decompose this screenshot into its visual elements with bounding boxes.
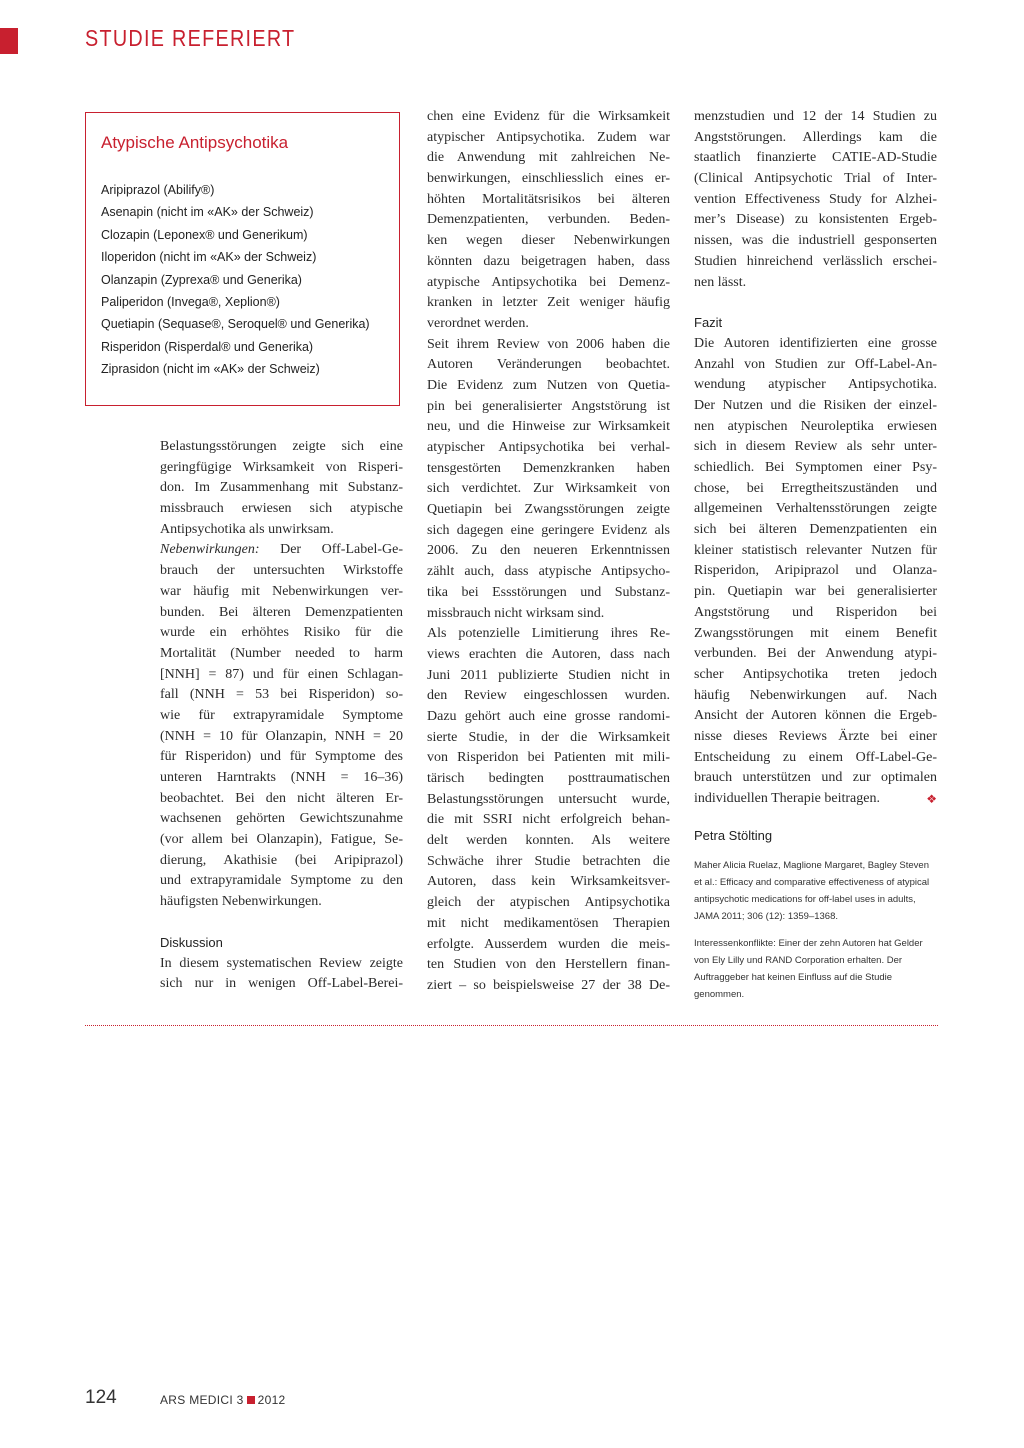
body-line: für Risperidon) und für Symptome des [160,749,403,765]
author-name: Petra Stölting [694,827,773,843]
body-line: nissen, was die industriell gesponserten [694,233,937,249]
body-line: Der Nutzen und die Risiken der einzel- [694,397,937,413]
body-line: wie für extrapyramidale Symptome [160,707,403,723]
body-line [694,789,937,810]
box-title: Atypische Antipsychotika [101,133,289,152]
conflict-statement: Interessenkonflikte: Einer der zehn Autoren hat Gelder von Ely Lilly und RAND Corporation erhalten. Der Auftraggeber hat keinen Einfluss auf die Studie genommen. [694,937,923,1000]
body-line: Studien hinreichend verlässlich erschei- [694,253,937,269]
body-line: nisse dieses Reviews Ärzte bei einer [694,728,937,744]
body-line: neu, und die Hinweise zur Wirksamkeit [427,419,670,435]
body-line: verbunden. Bei der Anwendung atypi- [694,646,937,662]
body-line: (Clinical Antipsychotic Trial of Inter- [694,171,937,187]
body-line: mit nicht medikamentösen Therapien [427,915,670,931]
body-line: [NNH] = 87) und für einen Schlagan- [160,666,403,682]
drug-item: Risperidon (Risperdal® und Generika) [101,339,314,354]
body-line: Entscheidung zu einem Off-Label-Ge- [694,749,937,765]
body-line: die Anwendung mit zahlreichen Ne- [427,150,670,166]
body-line: 2006. Zu den neueren Erkenntnissen [427,543,670,559]
body-line: pin bei generalisierter Angststörung ist [427,398,670,414]
body-line: ziert – so beispielsweise 27 der 38 De- [427,977,670,993]
body-line: ten Studien von den Herstellern finan- [427,957,670,973]
fazit-heading: Fazit [694,315,723,331]
body-line: Juni 2011 publizierte Studien nicht in [427,667,670,683]
body-line: von Risperidon bei Patienten mit mili- [427,750,670,766]
body-line: zählt auch, dass atypische Antipsycho- [427,564,670,580]
body-line: wurde ein erhöhtes Risiko für die [160,625,403,641]
body-line: geringfügige Wirksamkeit von Risperi- [160,459,403,475]
body-line: atypischer Antipsychotika bei verhal- [427,440,670,455]
body-line: atypische Antipsychotika bei Demenz- [427,274,670,290]
body-line: (NNH = 10 für Olanzapin, NNH = 20 [160,728,403,744]
body-line: staatlich finanzierte CATIE-AD-Studie [694,150,937,166]
body-line: Risperidon, Aripiprazol und Olanza- [694,563,937,579]
body-line: Ansicht der Autoren können die Ergeb- [694,708,937,724]
drug-item: Clozapin (Leponex® und Generikum) [101,227,308,242]
body-line: dierung, Akathisie (bei Aripiprazol) [160,852,403,868]
body-line: sich bei älteren Demenzpatienten ein [694,522,937,538]
body-line: scher Antipsychotika treten jedoch [694,666,937,682]
body-line: Quetiapin bei Zwangsstörungen zeigte [427,502,670,518]
body-line: Die Evidenz zum Nutzen von Quetia- [427,377,670,393]
body-line: atypischer Antipsychotika. Zudem war [427,129,670,145]
body-line: Anzahl von Studien zur Off-Label-An- [694,356,937,372]
text-column-1 [160,437,403,995]
body-line: den Review eingeschlossen wurden. [427,688,670,704]
body-line: benwirkungen, einschliesslich eines er- [427,171,670,187]
body-line: Zwangsstörungen mit einem Benefit [694,625,937,641]
drug-item: Asenapin (nicht im «AK» der Schweiz) [101,205,314,220]
body-line: brauch unterstützen und zur optimalen [694,770,937,786]
discussion-heading: Diskussion [160,934,223,950]
section-marker [0,28,18,54]
footer-square-icon [247,1396,255,1404]
body-line: höhten Mortalitätsrisikos bei älteren [427,191,670,207]
body-line: Angststörungen. Allerdings kam die [694,129,937,145]
body-line: sich nur in wenigen Off-Label-Berei- [160,976,403,992]
body-line: mer’s Disease) zu konsistenten Ergeb- [694,212,937,228]
body-line: könnten dazu beigetragen haben, dass [427,253,670,269]
body-line: ken wegen dieser Nebenwirkungen [427,233,670,249]
body-line: Schwäche ihrer Studie betrachten die [427,853,670,869]
body-line: Dazu gehört auch eine grosse randomi- [427,708,670,724]
body-line: verordnet werden. [427,315,529,331]
body-line: Belastungsstörungen untersucht wurde, [427,791,670,807]
body-line: don. Im Zusammenhang mit Substanz- [160,480,403,496]
body-line: missbrauch nicht wirksam sind. [427,605,605,621]
body-line: allgemeinen Verhaltensstörungen zeigte [694,501,937,517]
text-column-2 [427,107,670,997]
drug-info-box [85,112,400,406]
body-line: kleiner statistisch relevanter Nutzen für [694,542,937,558]
drug-item: Quetiapin (Sequase®, Seroquel® und Generika) [101,317,370,332]
journal-footer [160,1393,286,1407]
body-line: Autoren Veränderungen beobachtet. [427,357,670,373]
drug-item: Paliperidon (Invega®, Xeplion®) [101,295,280,310]
body-line: nen atypischen Neuroleptika erwiesen [694,418,937,434]
body-line: pin. Quetiapin war bei generalisierter [694,584,937,600]
body-line: beobachtet. Bei den nicht älteren Er- [160,790,403,806]
body-line: wachsenen gehörten Gewichtszunahme [160,811,403,827]
drug-item: Ziprasidon (nicht im «AK» der Schweiz) [101,362,320,377]
journal-name: ARS MEDICI 3 [160,1393,244,1407]
body-line: sich in diesem Review als sehr unter- [694,439,937,455]
body-line: sich dagegen eine geringere Evidenz als [427,522,670,538]
journal-year: 2012 [257,1393,286,1407]
body-line: häufigsten Nebenwirkungen. [160,894,322,910]
body-line: kranken in letzter Zeit weniger häufig [427,295,670,311]
body-line: häufig Nebenwirkungen auf. Nach [694,687,937,703]
section-divider [85,1025,938,1026]
body-line: fall (NNH = 53 bei Risperidon) so- [160,687,403,703]
body-line: Antipsychotika als unwirksam. [160,521,334,537]
body-line: chen eine Evidenz für die Wirksamkeit [427,109,670,124]
body-line: unteren Harntrakts (NNH = 16–36) [160,770,403,785]
page-number: 124 [85,1387,117,1408]
end-mark-icon: ❖ [926,792,937,806]
section-title: STUDIE REFERIERT [85,25,296,51]
body-line: Mortalität (Number needed to harm [160,645,403,661]
body-line: nen lässt. [694,274,747,290]
body-line: Angststörung und Risperidon bei [694,604,937,620]
body-line: Die Autoren identifizierten eine grosse [694,335,937,351]
body-text: individuellen Therapie beitragen. [694,791,880,806]
body-line: tika bei Essstörungen und Substanz- [427,584,670,600]
text-column-3 [694,107,937,1003]
body-line: war häufig mit Nebenwirkungen ver- [160,583,403,599]
body-line [160,540,403,561]
body-line: menzstudien und 12 der 14 Studien zu [694,109,937,124]
body-line: tensgestörten Demenzkranken haben [427,460,670,476]
body-line: sich verdichtet. Zur Wirksamkeit von [427,481,670,497]
body-line: chose, bei Erregtheitszuständen und [694,480,937,496]
body-line: tärisch bedingten posttraumatischen [427,771,670,786]
body-line: delt werden konnten. Als weitere [427,833,670,849]
body-line: Demenzpatienten, verbunden. Beden- [427,212,670,228]
body-line: die mit SSRI nicht erfolgreich behan- [427,812,670,828]
drug-item: Iloperidon (nicht im «AK» der Schweiz) [101,250,317,265]
body-line: brauch der untersuchten Wirkstoffe [160,563,403,579]
body-line: Belastungsstörungen zeigte sich eine [160,439,403,454]
reference-text: Maher Alicia Ruelaz, Maglione Margaret, Bagley Steven et al.: Efficacy and comparative effectiveness of atypical antipsychotic medications for off-label uses in adults, JAMA 2011; 306 (12): 1359–1368. [694,859,930,922]
body-line: Seit ihrem Review von 2006 haben die [427,336,670,352]
body-line: Autoren, dass kein Wirksamkeitsver- [427,874,670,890]
body-line: wendung atypischer Antipsychotika. [694,377,937,393]
body-line: erfolgte. Ausserdem wurden die meis- [427,936,670,952]
body-line: und extrapyramidale Symptome zu den [160,873,403,889]
body-line: bunden. Bei älteren Demenzpatienten [160,604,403,620]
body-line: Als potenzielle Limitierung ihres Re- [427,626,670,642]
nebenwirkungen-label: Nebenwirkungen: [160,542,260,558]
body-line: sierte Studie, in der die Wirksamkeit [427,729,670,745]
drug-list [101,179,370,381]
body-line: (vor allem bei Olanzapin), Fatigue, Se- [160,832,403,848]
body-line: gleich der atypischen Antipsychotika [427,895,670,911]
body-line: vention Effectiveness Study for Alzhei- [694,191,937,207]
body-line: views erachten die Autoren, dass nach [427,646,670,662]
body-line: In diesem systematischen Review zeigte [160,955,403,971]
drug-item: Aripiprazol (Abilify®) [101,183,215,197]
body-line: schiedlich. Bei Symptomen einer Psy- [694,460,937,475]
drug-item: Olanzapin (Zyprexa® und Generika) [101,272,302,287]
body-line: missbrauch erwiesen sich atypische [160,501,403,517]
body-text: Der Off-Label-Ge- [259,542,403,558]
